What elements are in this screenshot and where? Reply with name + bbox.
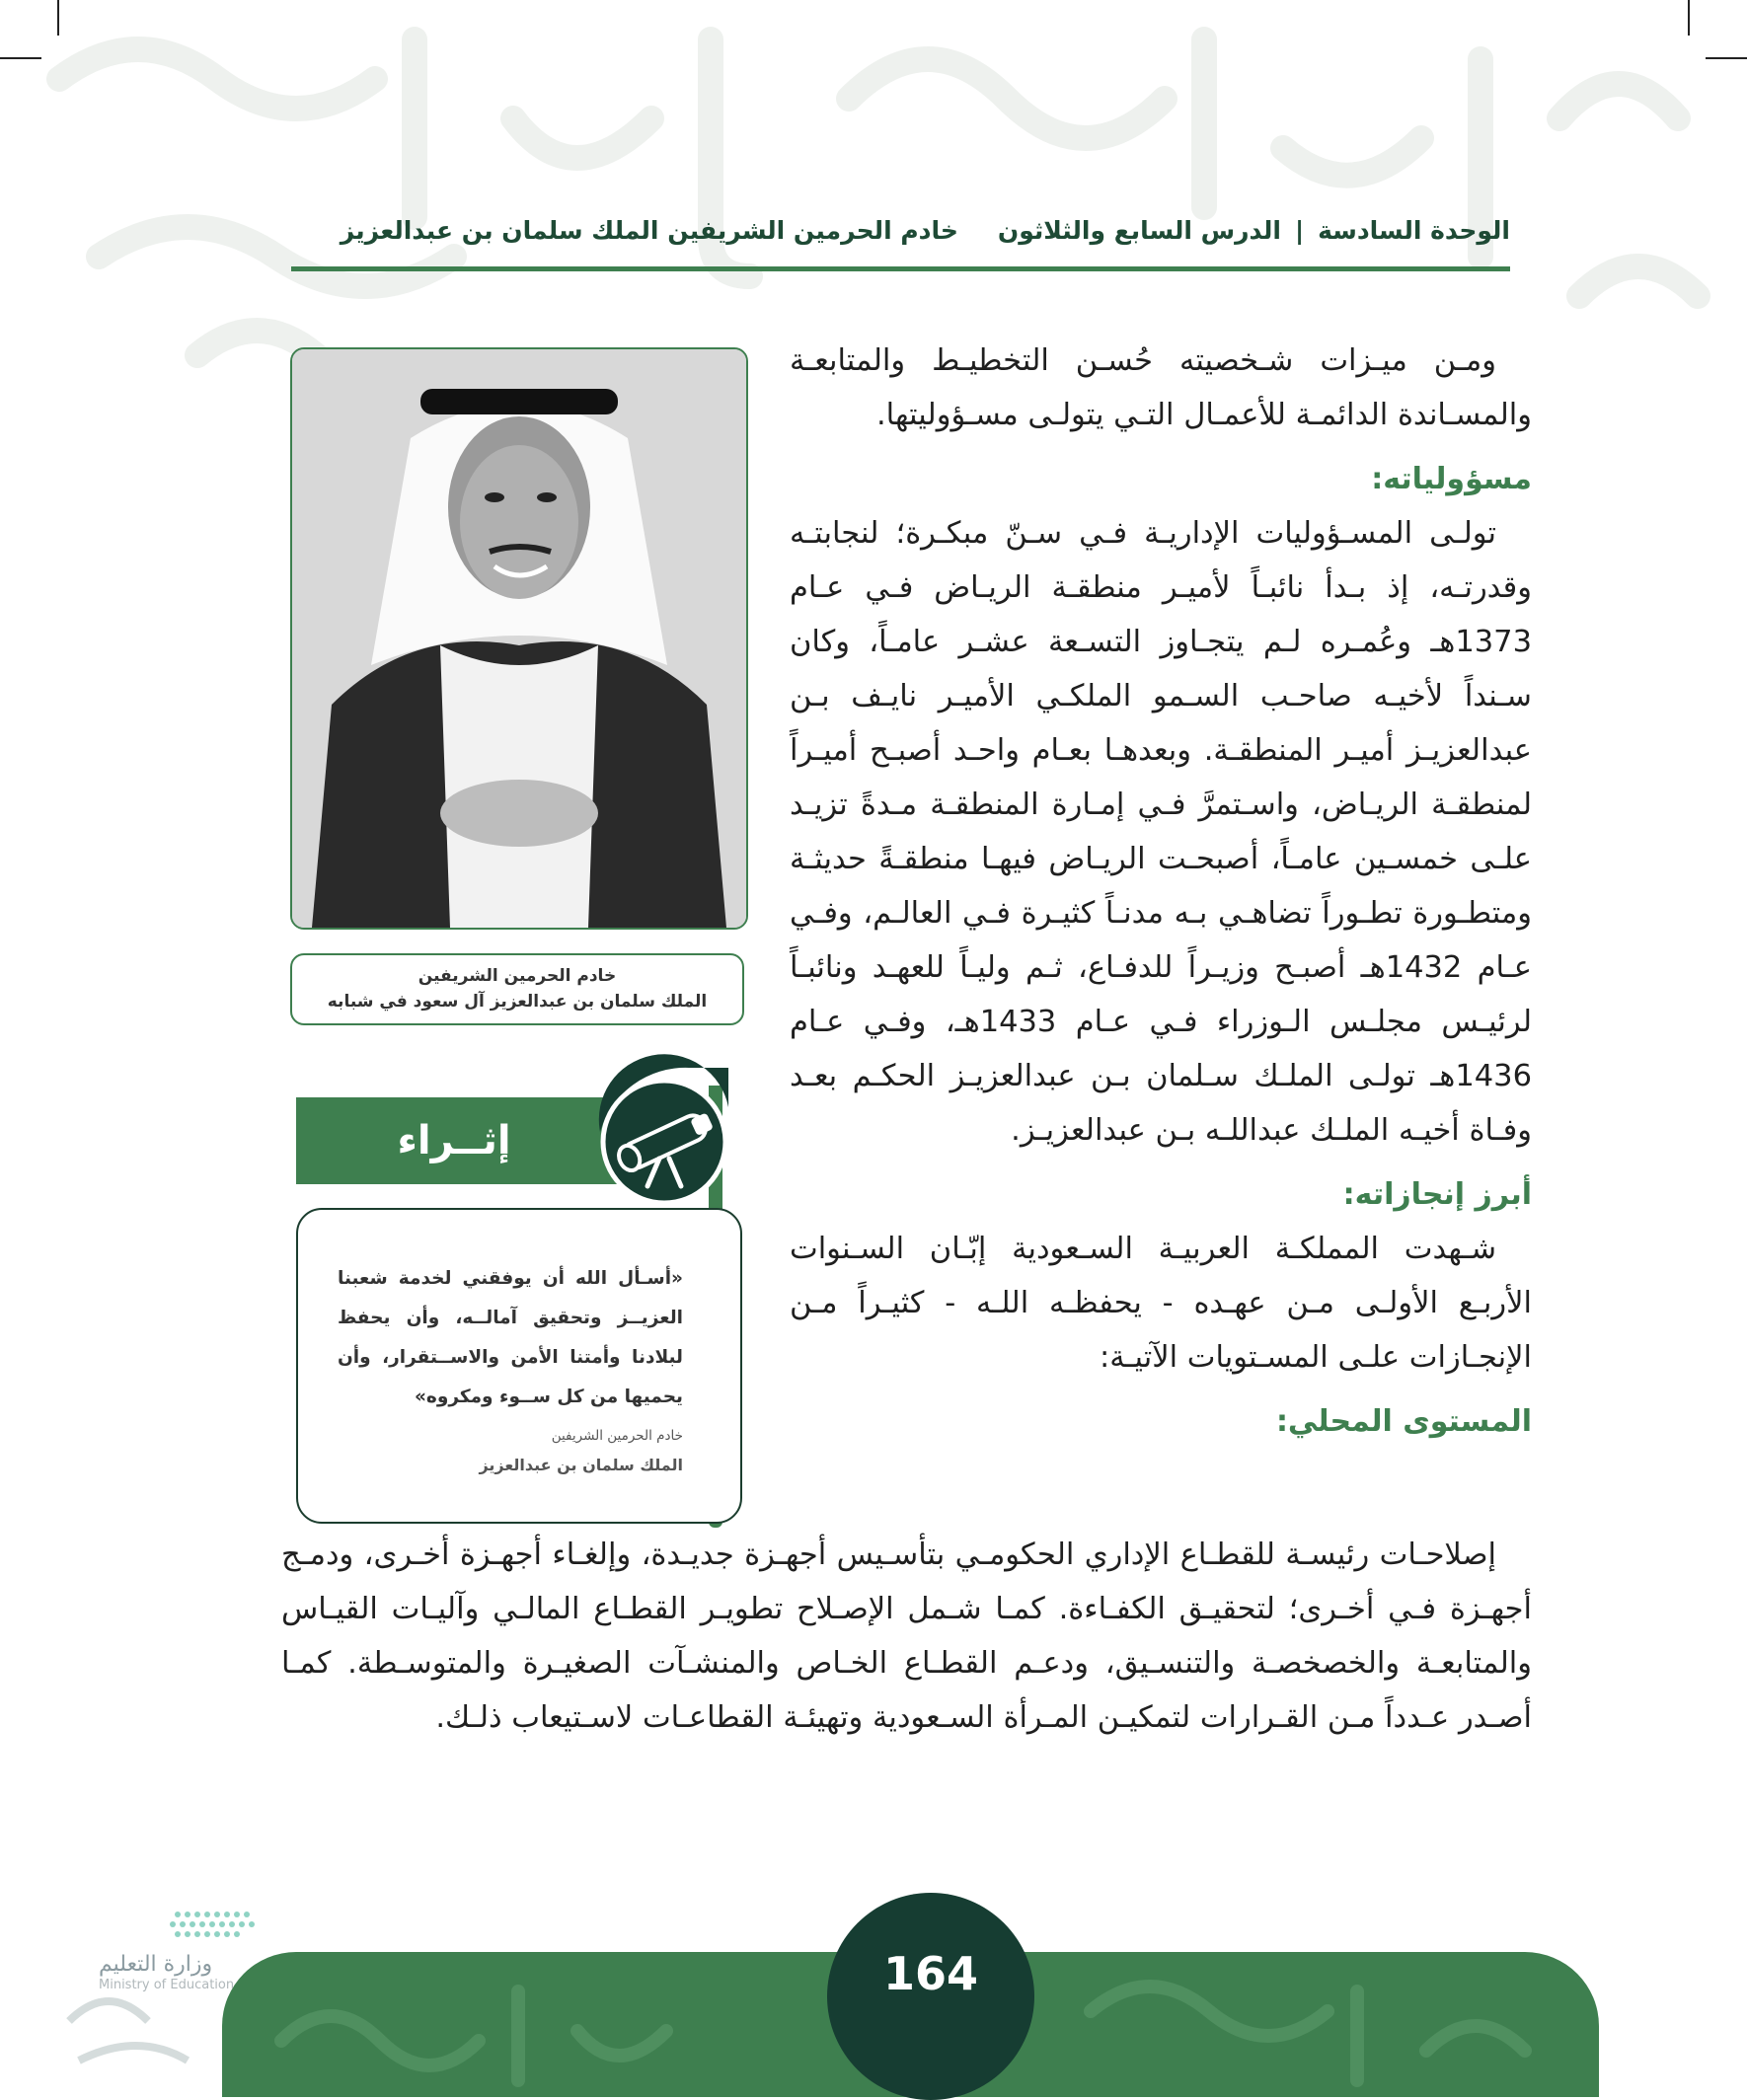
portrait-photo bbox=[290, 347, 748, 930]
caption-line-1: خادم الحرمين الشريفين bbox=[418, 966, 617, 986]
main-text-column bbox=[790, 334, 1532, 1449]
ministry-logo-text: وزارة التعليم bbox=[99, 1952, 213, 1977]
responsibilities-paragraph: تولـى المسـؤوليات الإداريـة فـي سـنّ مبكـرة؛ لنجابتـه وقدرتـه، إذ بـدأ نائبـاً لأميـر منطقـة الريـاض فـي عـام 1373هـ وعُمـره لـم يتجـاوز التسـعة عشـر عامـاً، وكان سـنداً لأخيـه صاحـب السـمو الملكـي الأميـر نايـف بـن عبدالعزيـز أميـر المنطقـة. وبعدهـا بعـام واحـد أصبـح أميـراً لمنطقـة الريـاض، واسـتمرَّ فـي إمـارة المنطقـة مـدةً تزيـد علـى خمسـين عامـاً، أصبحـت الريـاض فيهـا منطقـةً حديثـة ومتطـورة تطـوراً تضاهـي بـه مدنـاً كثيـرة فـي العالـم، وفـي عـام 1432هـ أصبـح وزيـراً للدفـاع، ثـم وليـاً للعهـد ونائبـاً لرئيـس مجلـس الـوزراء فـي عـام 1433هـ، وفـي عـام 1436هـ تولـى الملـك سـلمان بـن عبدالعزيـز الحكـم بعـد وفـاة أخيـه الملـك عبداللـه بـن عبدالعزيـز. bbox=[790, 516, 1532, 1148]
page-number: 164 bbox=[827, 1893, 1034, 2100]
responsibilities-heading: مسؤولياته: bbox=[1371, 462, 1532, 496]
caption-line-2: الملك سلمان بن عبدالعزيز آل سعود في شبابه bbox=[327, 992, 708, 1012]
page-header bbox=[291, 205, 1510, 255]
crop-mark bbox=[57, 0, 59, 36]
header-separator: | bbox=[1294, 215, 1305, 245]
achievements-paragraph: شـهدت المملكـة العربيـة السـعودية إبّـان السـنوات الأربـع الأولـى مـن عهـده - يحفظـه اللـه - كثيـراً مـن الإنجـازات علـى المسـتويات الآتيـة: bbox=[790, 1232, 1532, 1375]
lesson-title: خادم الحرمين الشريفين الملك سلمان بن عبدالعزيز bbox=[340, 215, 958, 245]
king-quote: «أسـأل الله أن يوفقني لخدمة شعبنا العزيــز وتحقيق آمالــه، وأن يحفظ لبلادنا وأمتنا الأمن والاســتقرار، وأن يحميها من كل ســوء ومكروه» bbox=[338, 1268, 683, 1407]
ithraa-title: إثــراء bbox=[397, 1118, 511, 1163]
ministry-logo-subtext: Ministry of Education bbox=[99, 1978, 235, 1992]
achievements-heading: أبرز إنجازاته: bbox=[1342, 1177, 1532, 1212]
quote-box bbox=[296, 1208, 742, 1524]
intro-paragraph: ومـن ميـزات شـخصيته حُسـن التخطيـط والمتابعـة والمسـاندة الدائمـة للأعمـال التـي يتولـى مسـؤوليتها. bbox=[790, 343, 1532, 432]
lesson-label: الدرس السابع والثلاثون bbox=[997, 215, 1281, 245]
header-divider bbox=[291, 266, 1510, 271]
local-level-heading: المستوى المحلي: bbox=[1275, 1404, 1532, 1439]
quote-author-title: خادم الحرمين الشريفين bbox=[551, 1428, 683, 1444]
crop-mark bbox=[1706, 57, 1747, 59]
full-width-text bbox=[281, 1528, 1532, 1745]
local-level-paragraph: إصلاحـات رئيسـة للقطـاع الإداري الحكومـي بتأسـيس أجهـزة جديـدة، وإلغـاء أجهـزة أخـرى، ودمـج أجهـزة فـي أخـرى؛ لتحقيـق الكفـاءة. كمـا شـمل الإصـلاح تطويـر القطـاع المالـي وآليـات القيـاس والمتابعـة والخصخصـة والتنسـيق، ودعـم القطـاع الخـاص والمنشـآت الصغيـرة والمتوسـطة. كمـا أصـدر عـدداً مـن القـرارات لتمكيـن المـرأة السـعودية وتهيئـة القطاعـات لاسـتيعاب ذلـك. bbox=[281, 1538, 1532, 1735]
unit-label: الوحدة السادسة bbox=[1318, 215, 1510, 245]
telescope-icon bbox=[580, 1048, 748, 1216]
quote-author-name: الملك سلمان بن عبدالعزيز bbox=[479, 1456, 683, 1474]
photo-caption bbox=[290, 953, 744, 1025]
portrait-illustration bbox=[292, 349, 746, 928]
crop-mark bbox=[0, 57, 41, 59]
crop-mark bbox=[1688, 0, 1690, 36]
